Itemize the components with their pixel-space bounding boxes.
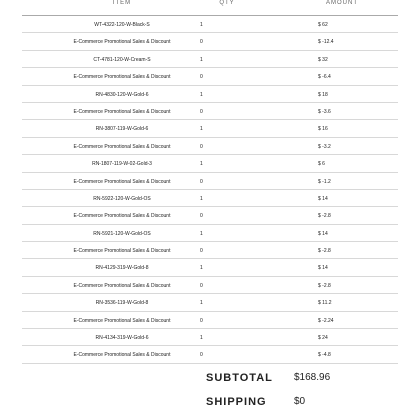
item-amount: $ 11.2 [318,300,332,307]
item-name: E-Commerce Promotional Sales & Discount [73,282,171,289]
item-amount: $ -4.8 [318,352,331,359]
item-qty: 0 [200,178,203,185]
item-name: RN-1807-119-W-02-Gold-3 [92,161,152,168]
item-name: E-Commerce Promotional Sales & Discount [73,352,171,359]
line-items-table [22,16,398,364]
column-header-item: ITEM [112,0,132,6]
item-amount: $ -6.4 [318,74,331,81]
table-row [22,173,398,190]
subtotal-label: SUBTOTAL [206,372,273,384]
item-name: E-Commerce Promotional Sales & Discount [73,178,171,185]
item-qty: 1 [200,230,203,237]
table-row [22,190,398,207]
item-name: E-Commerce Promotional Sales & Discount [73,74,171,81]
item-qty: 0 [200,282,203,289]
item-amount: $ 14 [318,230,328,237]
table-row [22,68,398,85]
item-amount: $ 14 [318,195,328,202]
shipping-label: SHIPPING [206,396,267,408]
shipping-row [0,396,420,416]
item-qty: 0 [200,213,203,220]
item-amount: $ -2.8 [318,213,331,220]
column-header-qty: QTY [219,0,235,6]
item-name: RN-5921-120-W-Gold-OS [93,230,151,237]
item-qty: 0 [200,248,203,255]
item-qty: 1 [200,195,203,202]
column-header-amount: AMOUNT [326,0,358,6]
item-name: CT-4781-120-W-Cream-S [93,56,151,63]
table-row [22,120,398,137]
table-row [22,155,398,172]
item-qty: 1 [200,56,203,63]
table-row [22,86,398,103]
item-name: E-Commerce Promotional Sales & Discount [73,248,171,255]
item-name: RN-5922-120-W-Gold-OS [93,195,151,202]
item-qty: 1 [200,265,203,272]
item-name: E-Commerce Promotional Sales & Discount [73,108,171,115]
item-qty: 0 [200,39,203,46]
item-qty: 1 [200,91,203,98]
table-row [22,225,398,242]
item-name: RN-4134-319-W-Gold-6 [95,335,149,342]
item-qty: 1 [200,22,203,28]
item-name: RN-4129-319-W-Gold-8 [95,265,149,272]
subtotal-value: $168.96 [294,372,331,383]
table-row [22,294,398,311]
table-row [22,51,398,68]
item-qty: 0 [200,352,203,359]
item-name: RN-3807-119-W-Gold-6 [95,126,149,133]
item-qty: 0 [200,143,203,150]
table-row [22,259,398,276]
item-amount: $ -1.2 [318,178,331,185]
table-row [22,138,398,155]
item-qty: 0 [200,108,203,115]
item-name: E-Commerce Promotional Sales & Discount [73,143,171,150]
item-qty: 0 [200,317,203,324]
item-name: E-Commerce Promotional Sales & Discount [73,39,171,46]
item-amount: $ -3.6 [318,108,331,115]
item-amount: $ -2.8 [318,248,331,255]
item-amount: $ -12.4 [318,39,334,46]
table-row [22,207,398,224]
item-qty: 1 [200,335,203,342]
item-name: RN-4830-120-W-Gold-6 [95,91,149,98]
item-amount: $ 16 [318,126,328,133]
item-amount: $ -2.8 [318,282,331,289]
item-amount: $ 6 [318,161,325,168]
table-row [22,277,398,294]
item-amount: $ 14 [318,265,328,272]
table-row [22,346,398,363]
item-amount: $ -3.2 [318,143,331,150]
table-row [22,33,398,50]
table-row [22,329,398,346]
item-qty: 1 [200,161,203,168]
table-row [22,16,398,33]
item-amount: $ 62 [318,22,328,28]
item-amount: $ 18 [318,91,328,98]
table-row [22,103,398,120]
subtotal-row [0,372,420,392]
table-row [22,312,398,329]
item-name: E-Commerce Promotional Sales & Discount [73,317,171,324]
item-name: E-Commerce Promotional Sales & Discount [73,213,171,220]
item-amount: $ -2.24 [318,317,334,324]
item-qty: 1 [200,126,203,133]
item-amount: $ 24 [318,335,328,342]
item-qty: 1 [200,300,203,307]
shipping-value: $0 [294,396,306,407]
item-qty: 0 [200,74,203,81]
table-row [22,242,398,259]
table-header [22,0,398,16]
item-name: RN-3536-119-W-Gold-8 [95,300,149,307]
item-name: WT-4322-120-W-Black-S [94,22,150,28]
item-amount: $ 32 [318,56,328,63]
